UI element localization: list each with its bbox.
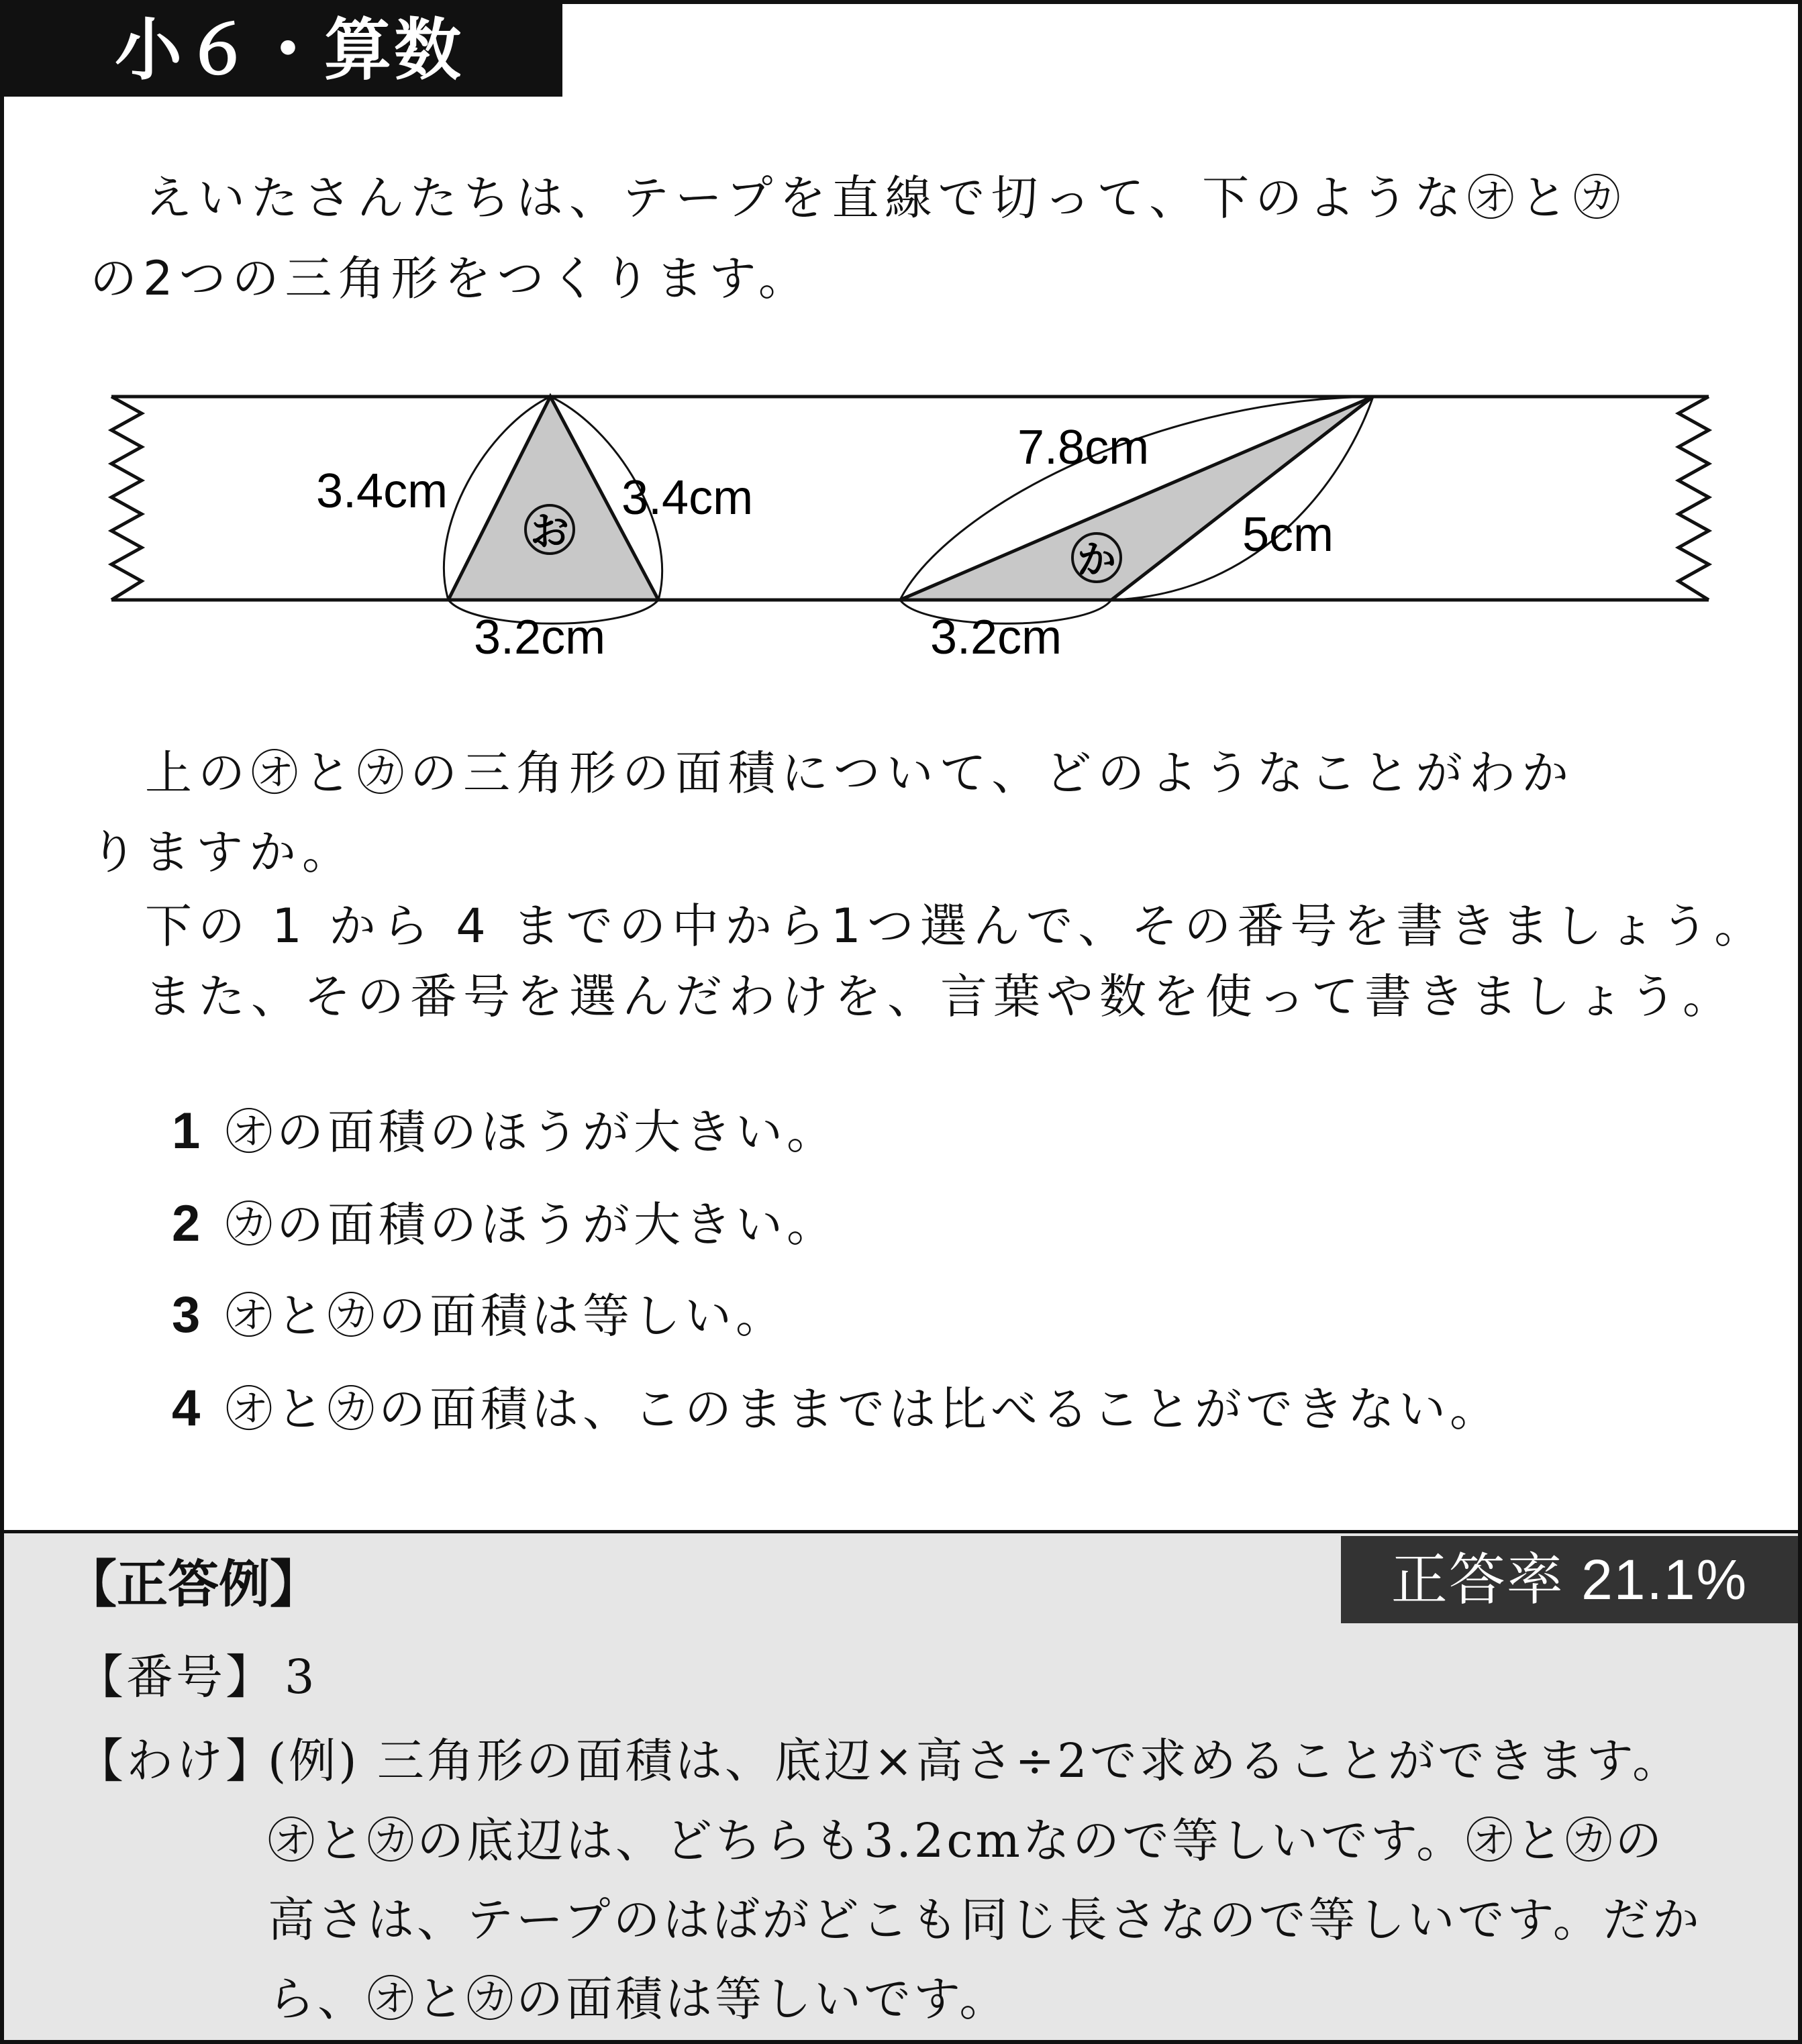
answer-reason-line-1: (例) 三角形の面積は、底辺×高さ÷2で求めることができます。 xyxy=(268,1733,1683,1788)
answer-reason-line-3: 高さは、テープのはばがどこも同じ長さなので等しいです。だか xyxy=(268,1892,1702,1947)
answer-number-label: 【番号】 xyxy=(77,1649,275,1704)
option-3 xyxy=(172,1282,787,1349)
option-text: ㋕の面積のほうが大きい。 xyxy=(226,1197,838,1252)
option-text: ㋔と㋕の面積は、このままでは比べることができない。 xyxy=(226,1382,1501,1437)
question-line-1: 上の㋔と㋕の三角形の面積について、どのようなことがわか xyxy=(145,746,1575,801)
triangle-ka-long-length: 7.8cm xyxy=(1017,421,1150,474)
answer-heading: 【正答例】 xyxy=(66,1554,321,1614)
question-line-3: 下の 1 から 4 までの中から1つ選んで、その番号を書きましょう。 xyxy=(145,899,1768,954)
triangle-ka-base-length: 3.2cm xyxy=(930,611,1062,664)
option-4 xyxy=(172,1375,1501,1443)
answer-reason-line-2: ㋔と㋕の底辺は、どちらも3.2cmなので等しいです。㋔と㋕の xyxy=(268,1813,1665,1868)
triangle-ka-label: か xyxy=(1077,537,1117,582)
question-line-2: りますか。 xyxy=(90,825,355,880)
tape-left-zigzag xyxy=(111,397,142,600)
option-2 xyxy=(172,1190,838,1258)
option-text: ㋔と㋕の面積は等しい。 xyxy=(226,1288,787,1343)
triangle-ka-short-length: 5cm xyxy=(1242,508,1334,562)
option-number: 2 xyxy=(172,1195,205,1252)
option-text: ㋔の面積のほうが大きい。 xyxy=(226,1105,838,1160)
subject-tab: 小６・算数 xyxy=(4,4,562,97)
tape-diagram xyxy=(4,4,1798,742)
answer-number-value: 3 xyxy=(285,1649,317,1704)
answer-reason-label: 【わけ】 xyxy=(77,1733,275,1788)
triangle-o-label: お xyxy=(530,509,570,554)
question-line-4: また、その番号を選んだわけを、言葉や数を使って書きましょう。 xyxy=(145,969,1736,1024)
triangle-o-right-length: 3.4cm xyxy=(621,471,754,525)
answer-reason-line-4: ら、㋔と㋕の面積は等しいです。 xyxy=(268,1972,1009,2027)
tape-right-zigzag xyxy=(1679,397,1709,600)
correct-rate-badge: 正答率 21.1% xyxy=(1341,1536,1798,1623)
triangle-o-base-length: 3.2cm xyxy=(474,611,606,664)
option-number: 3 xyxy=(172,1286,205,1343)
triangle-o-left-length: 3.4cm xyxy=(316,464,448,518)
option-1 xyxy=(172,1098,838,1166)
option-number: 1 xyxy=(172,1103,205,1160)
intro-line-2: の2つの三角形をつくります。 xyxy=(90,251,811,306)
option-number: 4 xyxy=(172,1380,205,1437)
intro-line-1: えいたさんたちは、テープを直線で切って、下のような㋔と㋕ xyxy=(145,170,1627,225)
